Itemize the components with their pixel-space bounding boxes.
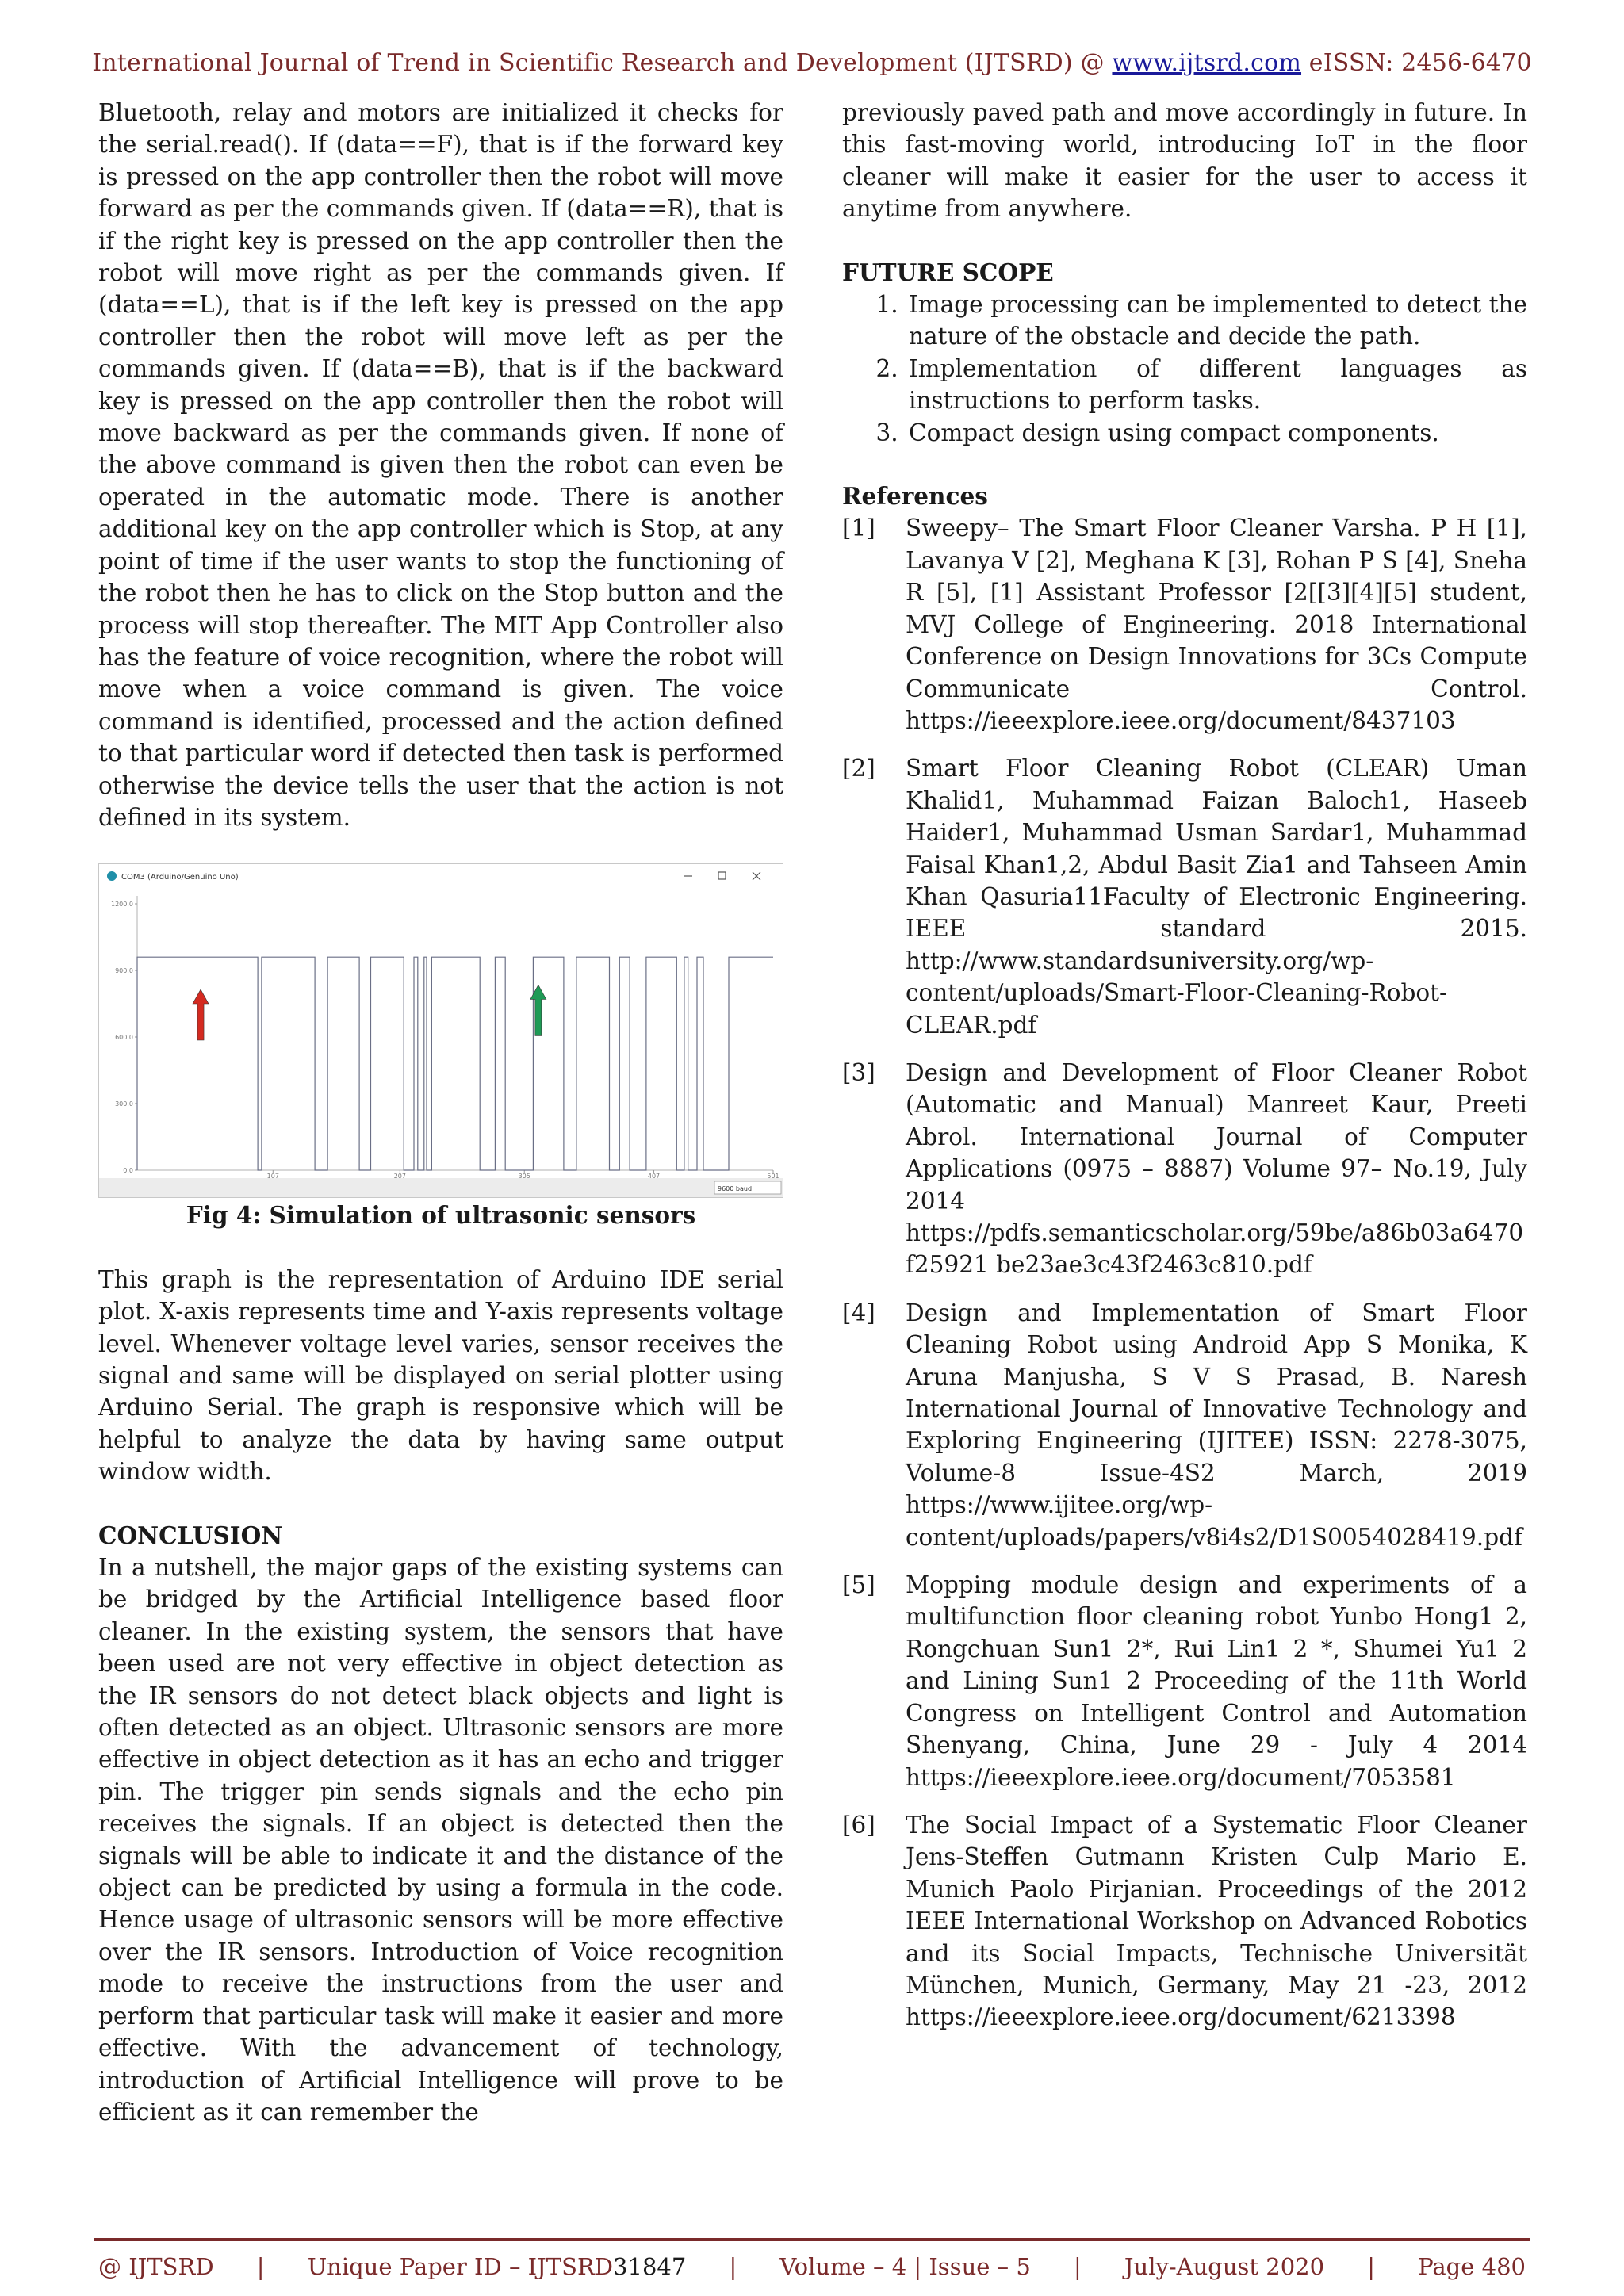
- y-tick-label: 600.0: [115, 1034, 133, 1042]
- plot-area: [111, 896, 779, 1180]
- x-tick-label: 107: [266, 1173, 279, 1181]
- footer-rule: [94, 2238, 1530, 2241]
- reference-number: [3]: [842, 1058, 875, 1086]
- footer-separator: |: [729, 2253, 737, 2280]
- reference-item: [842, 1297, 1527, 1553]
- footer-volume: Volume – 4 | Issue – 5: [779, 2253, 1031, 2280]
- intro-paragraph: Bluetooth, relay and motors are initialized it checks for the serial.read(). If (data==F), that is if the forward key is pressed on the app controller then the robot will move forward as per the commands given. If (data==R), that is if the right key is pressed on the app controller then the robot will move right as per the commands given. If (data==L), that is if the left key is pressed on the app controller then the robot will move left as per the commands given. If (data==B), that is if the backward key is pressed on the app controller then the robot will move backward as per the commands given. If none of the above command is given then the robot can even be operated in the automatic mode. There is another additional key on the app controller which is Stop, at any point of time if the user wants to stop the functioning of the robot then he has to click on the Stop button and the process will stop thereafter. The MIT App Controller also has the feature of voice recognition, where the robot will move when a voice command is given. The voice command is identified, processed and the action defined to that particular word if detected then task is performed otherwise the device tells the user that the action is not defined in its system.: [98, 99, 783, 831]
- figure-4: [98, 863, 783, 1231]
- reference-item: [842, 1057, 1527, 1281]
- reference-number: [1]: [842, 515, 875, 542]
- reference-number: [4]: [842, 1299, 875, 1326]
- paper-id-number: 31847: [613, 2253, 687, 2280]
- x-tick-label: 207: [393, 1173, 407, 1181]
- footer-separator: |: [1073, 2253, 1082, 2280]
- future-scope-item: 1. Image processing can be implemented to detect the nature of the obstacle and decide the path.: [906, 289, 1527, 353]
- x-tick-label: 407: [647, 1173, 661, 1181]
- reference-text: Mopping module design and experiments of a multifunction floor cleaning robot Yunbo Hong1 2, Rongchuan Sun1 2*, Rui Lin1 2 *, Shumei Yu1 2 and Lining Sun1 2 Proceeding of the 11th World Congress on Intelligent Control and Automation Shenyang, China, June 29 - July 4 2014 https://ieeexplore.ieee.org/document/7053581: [906, 1571, 1527, 1791]
- references-heading: References: [842, 482, 988, 511]
- serial-plot: [99, 864, 783, 1197]
- footer-separator: |: [1367, 2253, 1376, 2280]
- left-column: [98, 97, 783, 2128]
- arrow-up-icon: [193, 989, 209, 1040]
- future-scope-heading: FUTURE SCOPE: [842, 258, 1054, 286]
- y-tick-label: 0.0: [123, 1167, 133, 1175]
- series-line: [137, 958, 773, 1171]
- journal-name: International Journal of Trend in Scientific Research and Development (IJTSRD) @: [92, 49, 1113, 77]
- reference-text: The Social Impact of a Systematic Floor Cleaner Jens-Steffen Gutmann Kristen Culp Mario E. Munich Paolo Pirjanian. Proceedings of the 2012 IEEE International Workshop on Advanced Robotics and its Social Impacts, Technische Universität München, Munich, Germany, May 21 -23, 2012 https://ieeexplore.ieee.org/document/6213398: [906, 1811, 1527, 2031]
- reference-text: Design and Development of Floor Cleaner Robot (Automatic and Manual) Manreet Kaur, Preeti Abrol. International Journal of Computer Applications (0975 – 8887) Volume 97– No.19, July 2014 https://pdfs.semanticscholar.org/59be/a86b03a6470f25921 be23ae3c43f2463c810.pdf: [906, 1058, 1527, 1279]
- y-tick-label: 900.0: [115, 967, 133, 975]
- footer-paper-id: [308, 2253, 687, 2280]
- reference-item: [842, 512, 1527, 737]
- right-column: [842, 97, 1527, 2049]
- paper-id-label: Unique Paper ID – IJTSRD: [307, 2253, 614, 2280]
- status-bar: [99, 1178, 783, 1197]
- reference-item: [842, 752, 1527, 1041]
- footer-date: July-August 2020: [1124, 2253, 1325, 2280]
- x-tick-label: 305: [518, 1173, 530, 1181]
- reference-number: [2]: [842, 755, 875, 783]
- running-header: [0, 49, 1624, 77]
- eissn: eISSN: 2456-6470: [1301, 49, 1532, 77]
- footer-copyright: @ IJTSRD: [98, 2253, 214, 2280]
- continuation-paragraph: previously paved path and move accordingly in future. In this fast-moving world, introducing IoT in the floor cleaner will make it easier for the user to access it anytime from anywhere.: [842, 99, 1527, 223]
- app-icon: [107, 871, 117, 881]
- footer-page: Page 480: [1418, 2253, 1526, 2280]
- reference-text: Sweepy– The Smart Floor Cleaner Varsha. P H [1], Lavanya V [2], Meghana K [3], Rohan P S [4], Sneha R [5], [1] Assistant Professor [2[[3][4][5] student, MVJ College of Engineering. 2018 International Conference on Design Innovations for 3Cs Compute Communicate Control. https://ieeexplore.ieee.org/document/8437103: [906, 515, 1527, 734]
- reference-item: [842, 1809, 1527, 2034]
- reference-item: [842, 1569, 1527, 1793]
- window-title: COM3 (Arduino/Genuino Uno): [121, 873, 239, 882]
- reference-number: [5]: [842, 1571, 875, 1599]
- future-scope-list: [842, 289, 1527, 449]
- y-tick-label: 300.0: [115, 1100, 133, 1108]
- reference-number: [6]: [842, 1811, 875, 1839]
- future-scope-item: 2. Implementation of different languages as instructions to perform tasks.: [906, 353, 1527, 417]
- serial-plotter-window: [98, 863, 783, 1198]
- journal-link[interactable]: www.ijtsrd.com: [1112, 49, 1302, 77]
- conclusion-heading: CONCLUSION: [98, 1521, 283, 1549]
- running-footer: [98, 2253, 1526, 2280]
- graph-paragraph: This graph is the representation of Arduino IDE serial plot. X-axis represents time and Y-axis represents voltage level. Whenever voltage level varies, sensor receives the signal and same will be displayed on serial plotter using Arduino Serial. The graph is responsive which will be helpful to analyze the data by having same output window width.: [98, 1265, 783, 1486]
- future-scope-item: 3. Compact design using compact components.: [906, 417, 1527, 449]
- conclusion-paragraph: In a nutshell, the major gaps of the existing systems can be bridged by the Artificial Intelligence based floor cleaner. In the existing system, the sensors that have been used are not very effective in object detection as the IR sensors do not detect black objects and light is often detected as an object. Ultrasonic sensors are more effective in object detection as it has an echo and trigger pin. The trigger pin sends signals and the echo pin receives the signals. If an object is detected then the signals will be able to indicate it and the distance of the object can be predicted by using a formula in the code. Hence usage of ultrasonic sensors will be more effective over the IR sensors. Introduction of Voice recognition mode to receive the instructions from the user and perform that particular task will make it easier and more effective. With the advancement of technology, introduction of Artificial Intelligence will prove to be efficient as it can remember the: [98, 1554, 783, 2126]
- reference-text: Design and Implementation of Smart Floor Cleaning Robot using Android App S Monika, K Aruna Manjusha, S V S Prasad, B. Naresh International Journal of Innovative Technology and Exploring Engineering (IJITEE) ISSN: 2278-3075, Volume-8 Issue-4S2 March, 2019 https://www.ijitee.org/wp-content/uploads/papers/v8i4s2/D1S0054028419.pdf: [906, 1299, 1527, 1551]
- reference-text: Smart Floor Cleaning Robot (CLEAR) Uman Khalid1, Muhammad Faizan Baloch1, Haseeb Haider1, Muhammad Usman Sardar1, Muhammad Faisal Khan1,2, Abdul Basit Zia1 and Tahseen Amin Khan Qasuria11Faculty of Electronic Engineering. IEEE standard 2015. http://www.standardsuniversity.org/wp-content/uploads/Smart-Floor-Cleaning-Robot-CLEAR.pdf: [906, 755, 1527, 1039]
- figure-caption: Fig 4: Simulation of ultrasonic sensors: [186, 1201, 696, 1230]
- x-tick-label: 501: [767, 1173, 779, 1181]
- y-tick-label: 1200.0: [111, 901, 133, 909]
- references-list: [842, 512, 1527, 2033]
- baud-label: 9600 baud: [718, 1185, 753, 1193]
- footer-separator: |: [256, 2253, 265, 2280]
